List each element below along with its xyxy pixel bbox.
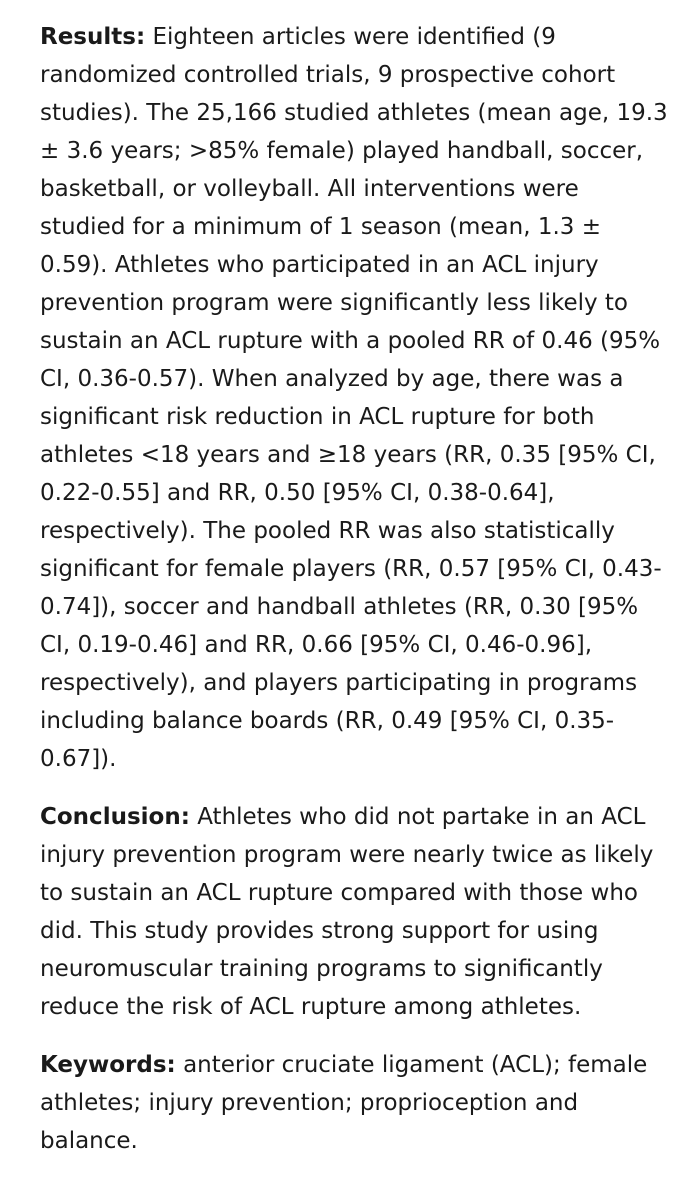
results-text: Eighteen articles were identified (9 randomized controlled trials, 9 prospective cohort studies). The 25,166 studied athletes (mean age, 19.3 ± 3.6 years; >85% female) played handball, soccer, basketball, or volleyball. All interventions were studied for a minimum of 1 season (mean, 1.3 ± 0.59). Athletes who participated in an ACL injury prevention program were significantly less likely to sustain an ACL rupture with a pooled RR of 0.46 (95% CI, 0.36-0.57). When analyzed by age, there was a significant risk reduction in ACL rupture for both athletes <18 years and ≥18 years (RR, 0.35 [95% CI, 0.22-0.55] and RR, 0.50 [95% CI, 0.38-0.64], respectively). The pooled RR was also statistically significant for female players (RR, 0.57 [95% CI, 0.43-0.74]), soccer and handball athletes (RR, 0.30 [95% CI, 0.19-0.46] and RR, 0.66 [95% CI, 0.46-0.96], respectively), and players participating in programs including balance boards (RR, 0.49 [95% CI, 0.35-0.67]). <box>40 24 668 772</box>
keywords-text: anterior cruciate ligament (ACL); female athletes; injury prevention; proprioception and balance. <box>40 1052 648 1154</box>
keywords-label: Keywords: <box>40 1052 176 1078</box>
conclusion-label: Conclusion: <box>40 804 190 830</box>
keywords-paragraph <box>40 1046 670 1160</box>
results-paragraph <box>40 18 670 778</box>
results-label: Results: <box>40 24 146 50</box>
abstract-document <box>40 18 670 1180</box>
conclusion-paragraph <box>40 798 670 1026</box>
conclusion-text: Athletes who did not partake in an ACL injury prevention program were nearly twice as likely to sustain an ACL rupture compared with those who did. This study provides strong support for using neuromuscular training programs to significantly reduce the risk of ACL rupture among athletes. <box>40 804 654 1020</box>
